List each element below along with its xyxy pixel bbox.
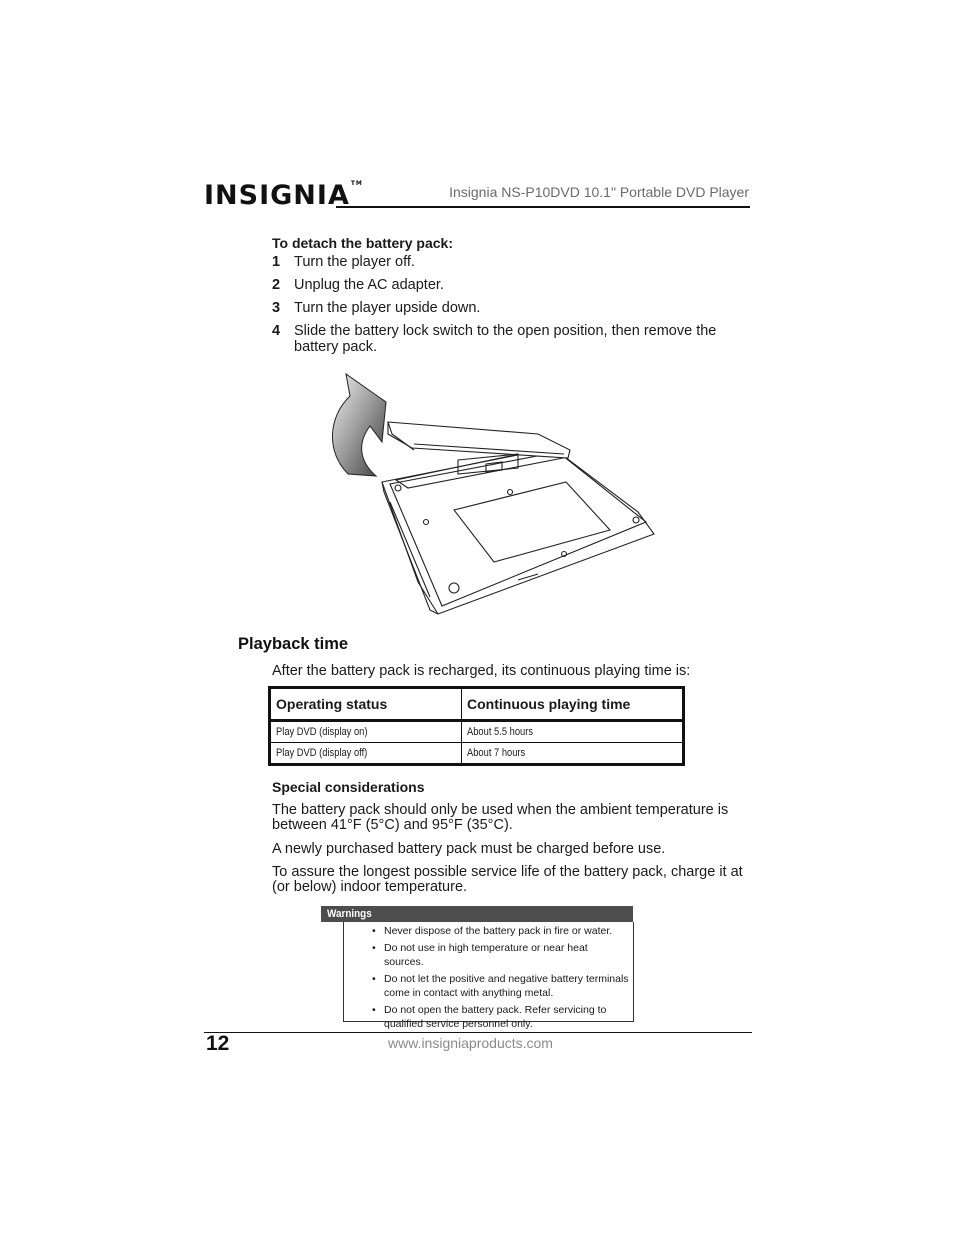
detach-steps	[272, 254, 742, 362]
cell-text: Play DVD (display on)	[276, 726, 368, 738]
step-item	[272, 300, 742, 316]
step-number: 2	[272, 277, 281, 293]
step-text: Slide the battery lock switch to the open position, then remove the battery pack.	[294, 323, 717, 355]
step-item	[272, 254, 742, 270]
paragraph: To assure the longest possible service life of the battery pack, charge it at (or below) indoor temperature.	[272, 864, 743, 895]
table-row	[270, 721, 684, 743]
warnings-title: Warnings	[327, 908, 372, 920]
footer-rule	[204, 1032, 752, 1033]
table-cell	[270, 721, 462, 743]
warning-text: • Do not use in high temperature or near heat sources.	[384, 942, 588, 968]
table-header-row	[270, 688, 684, 721]
warning-item	[372, 924, 630, 938]
step-number: 4	[272, 323, 281, 339]
table-cell	[462, 721, 684, 743]
special-considerations-heading: Special considerations	[272, 779, 425, 795]
logo-trademark: TM	[350, 180, 363, 187]
step-text: Turn the player off.	[294, 254, 415, 270]
paragraph: A newly purchased battery pack must be charged before use.	[272, 841, 666, 857]
paragraph: The battery pack should only be used when the ambient temperature is between 41°F (5°C) and 95°F (35°C).	[272, 802, 729, 833]
warning-item	[372, 972, 630, 1000]
column-header-operating-status: Operating status	[270, 688, 462, 721]
step-text: Unplug the AC adapter.	[294, 277, 444, 293]
warning-text: • Do not open the battery pack. Refer servicing to qualified service personnel only.	[384, 1004, 607, 1030]
cell-text: About 7 hours	[467, 747, 526, 759]
table-row	[270, 743, 684, 765]
warning-text: • Do not let the positive and negative battery terminals come in contact with anything metal.	[384, 973, 629, 999]
battery-removal-illustration	[318, 362, 664, 620]
detach-heading: To detach the battery pack:	[272, 235, 454, 251]
step-number: 3	[272, 300, 281, 316]
table-cell	[462, 743, 684, 765]
column-header-playing-time: Continuous playing time	[462, 688, 684, 721]
cell-text: Play DVD (display off)	[276, 747, 368, 759]
cell-text: About 5.5 hours	[467, 726, 534, 738]
playback-section-title: Playback time	[238, 635, 349, 653]
step-number: 1	[272, 254, 281, 270]
logo-text: INSIGNIA	[204, 180, 350, 211]
playback-time-table	[268, 686, 685, 766]
header-rule	[336, 206, 750, 208]
step-text: Turn the player upside down.	[294, 300, 481, 316]
page-number: 12	[206, 1032, 230, 1055]
dvd-player-body	[382, 422, 654, 614]
step-item	[272, 277, 742, 293]
warnings-box	[343, 922, 634, 1030]
step-item	[272, 323, 742, 355]
warning-text: • Never dispose of the battery pack in fire or water.	[384, 925, 613, 937]
warnings-header	[321, 906, 633, 922]
footer-url: www.insigniaproducts.com	[388, 1035, 553, 1051]
warning-item	[372, 1003, 630, 1031]
warning-item	[372, 941, 630, 969]
table-cell	[270, 743, 462, 765]
playback-intro: After the battery pack is recharged, its continuous playing time is:	[272, 663, 691, 679]
lift-arrow-icon	[332, 374, 386, 476]
document-title: Insignia NS-P10DVD 10.1" Portable DVD Player	[449, 184, 749, 200]
warnings-list	[372, 924, 630, 1034]
